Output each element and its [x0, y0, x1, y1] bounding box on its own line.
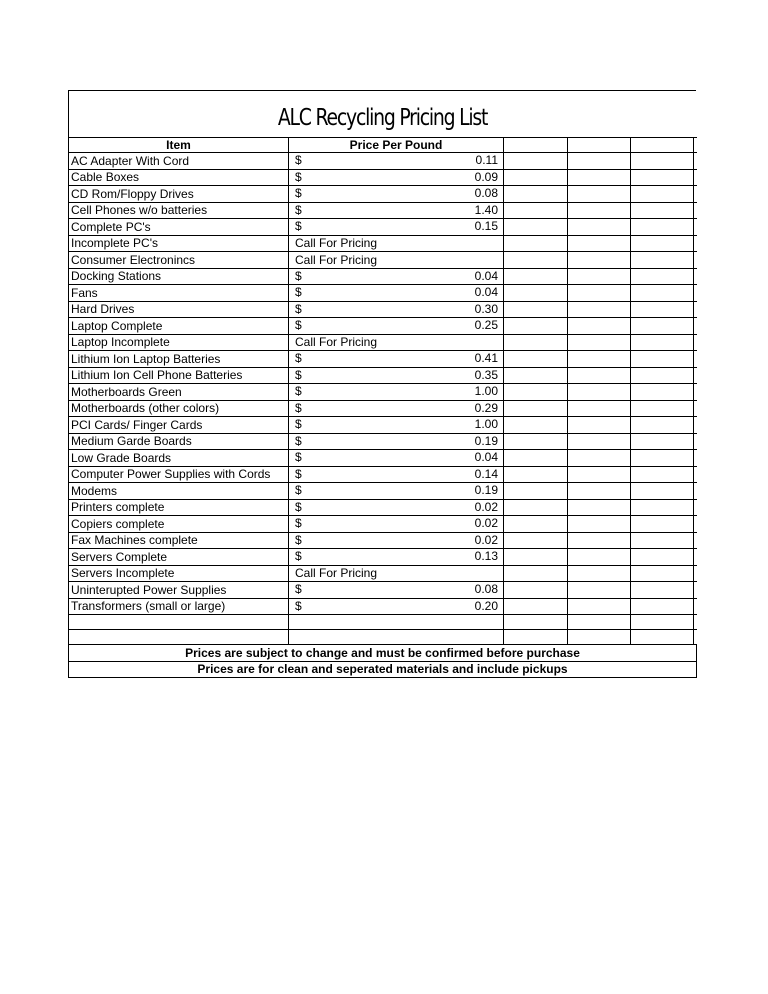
price-cell	[289, 153, 504, 170]
table-row	[69, 334, 697, 351]
item-cell: Medium Garde Boards	[69, 433, 289, 450]
empty-cell	[568, 384, 631, 401]
empty-cell	[568, 615, 631, 630]
pricing-sheet	[68, 90, 696, 678]
empty-cell	[504, 138, 568, 153]
table-row	[69, 549, 697, 566]
empty-cell	[568, 582, 631, 599]
empty-cell	[631, 499, 694, 516]
item-cell: Low Grade Boards	[69, 450, 289, 467]
empty-cell	[504, 285, 568, 302]
item-cell: Docking Stations	[69, 268, 289, 285]
currency-symbol: $	[295, 499, 302, 514]
price-cell	[289, 301, 504, 318]
price-value: 0.02	[474, 516, 498, 530]
empty-cell	[504, 417, 568, 434]
empty-cell	[504, 318, 568, 335]
empty-cell	[568, 516, 631, 533]
empty-cell	[694, 169, 697, 186]
price-value: 1.00	[474, 384, 498, 398]
empty-cell	[504, 169, 568, 186]
empty-cell	[568, 285, 631, 302]
empty-cell	[568, 433, 631, 450]
empty-cell	[504, 630, 568, 645]
item-cell: Transformers (small or large)	[69, 598, 289, 615]
item-cell: Complete PC's	[69, 219, 289, 236]
empty-cell	[631, 318, 694, 335]
price-value: 0.04	[474, 268, 498, 283]
empty-cell	[504, 598, 568, 615]
empty-cell	[694, 582, 697, 599]
empty-cell	[631, 334, 694, 351]
empty-cell	[568, 219, 631, 236]
empty-cell	[694, 367, 697, 384]
table-row	[69, 450, 697, 467]
table-row	[69, 351, 697, 368]
currency-symbol: $	[295, 598, 302, 613]
empty-cell	[631, 301, 694, 318]
column-header-item: Item	[69, 138, 289, 153]
price-value: 0.41	[474, 351, 498, 365]
table-row	[69, 169, 697, 186]
empty-cell	[631, 186, 694, 203]
empty-cell	[504, 450, 568, 467]
item-cell: Uninterupted Power Supplies	[69, 582, 289, 599]
title-block	[68, 90, 696, 137]
empty-cell	[504, 483, 568, 500]
price-cell	[289, 450, 504, 467]
price-cell	[289, 219, 504, 236]
currency-symbol: $	[295, 318, 302, 332]
table-row	[69, 202, 697, 219]
table-row	[69, 186, 697, 203]
empty-cell	[568, 532, 631, 549]
table-row	[69, 532, 697, 549]
empty-cell	[568, 630, 631, 645]
price-note-cell: Call For Pricing	[289, 334, 504, 351]
price-value: 0.14	[474, 466, 498, 481]
item-cell: Lithium Ion Laptop Batteries	[69, 351, 289, 368]
price-value: 0.30	[474, 301, 498, 316]
table-row	[69, 318, 697, 335]
empty-cell	[504, 367, 568, 384]
empty-cell	[694, 417, 697, 434]
price-cell	[289, 466, 504, 483]
table-row	[69, 252, 697, 269]
empty-cell	[631, 483, 694, 500]
empty-cell	[504, 565, 568, 582]
empty-cell	[631, 598, 694, 615]
table-row	[69, 582, 697, 599]
table-row	[69, 565, 697, 582]
currency-symbol: $	[295, 268, 302, 283]
table-row	[69, 384, 697, 401]
price-value: 0.08	[474, 186, 498, 200]
price-value: 0.13	[474, 549, 498, 563]
table-row	[69, 516, 697, 533]
column-header-price: Price Per Pound	[289, 138, 504, 153]
empty-cell	[631, 351, 694, 368]
empty-cell	[504, 186, 568, 203]
price-value: 0.08	[474, 582, 498, 596]
table-row	[69, 598, 697, 615]
price-note-cell: Call For Pricing	[289, 235, 504, 252]
price-value: 0.25	[474, 318, 498, 332]
empty-cell	[694, 219, 697, 236]
empty-cell	[568, 138, 631, 153]
table-row	[69, 499, 697, 516]
empty-cell	[504, 384, 568, 401]
empty-cell	[694, 483, 697, 500]
table-row	[69, 433, 697, 450]
currency-symbol: $	[295, 367, 302, 382]
price-value: 0.15	[474, 219, 498, 233]
empty-cell	[631, 285, 694, 302]
table-header-row	[69, 138, 697, 153]
price-value: 1.40	[474, 202, 498, 217]
empty-cell	[568, 598, 631, 615]
empty-cell	[568, 565, 631, 582]
empty-cell	[694, 384, 697, 401]
empty-cell	[694, 630, 697, 645]
empty-cell	[504, 351, 568, 368]
empty-cell	[631, 268, 694, 285]
empty-cell	[504, 334, 568, 351]
item-cell: Cell Phones w/o batteries	[69, 202, 289, 219]
empty-cell	[631, 138, 694, 153]
empty-cell	[504, 219, 568, 236]
empty-cell	[631, 202, 694, 219]
item-cell: Cable Boxes	[69, 169, 289, 186]
empty-cell	[694, 334, 697, 351]
price-cell	[289, 532, 504, 549]
empty-cell	[631, 384, 694, 401]
price-cell	[289, 516, 504, 533]
empty-cell	[694, 532, 697, 549]
item-cell: Laptop Complete	[69, 318, 289, 335]
currency-symbol: $	[295, 169, 302, 184]
price-value: 0.09	[474, 169, 498, 184]
price-cell	[289, 433, 504, 450]
price-cell	[289, 582, 504, 599]
item-cell: PCI Cards/ Finger Cards	[69, 417, 289, 434]
empty-cell	[631, 400, 694, 417]
currency-symbol: $	[295, 153, 302, 167]
price-cell	[289, 186, 504, 203]
currency-symbol: $	[295, 549, 302, 563]
empty-cell	[694, 615, 697, 630]
blank-row	[69, 630, 697, 645]
empty-cell	[694, 598, 697, 615]
empty-cell	[504, 202, 568, 219]
price-value: 0.04	[474, 450, 498, 464]
empty-cell	[504, 268, 568, 285]
empty-cell	[568, 549, 631, 566]
empty-cell	[568, 235, 631, 252]
empty-cell	[504, 615, 568, 630]
table-row	[69, 235, 697, 252]
price-value: 0.19	[474, 433, 498, 448]
table-row	[69, 219, 697, 236]
empty-cell	[568, 252, 631, 269]
price-note-cell: Call For Pricing	[289, 252, 504, 269]
currency-symbol: $	[295, 202, 302, 217]
price-cell	[289, 384, 504, 401]
empty-cell	[69, 630, 289, 645]
price-cell	[289, 202, 504, 219]
item-cell: Copiers complete	[69, 516, 289, 533]
empty-cell	[568, 301, 631, 318]
empty-cell	[694, 268, 697, 285]
empty-cell	[694, 202, 697, 219]
empty-cell	[568, 417, 631, 434]
price-cell	[289, 549, 504, 566]
footer-note-row	[69, 661, 697, 678]
empty-cell	[694, 400, 697, 417]
table-row	[69, 466, 697, 483]
empty-cell	[631, 565, 694, 582]
empty-cell	[504, 400, 568, 417]
item-cell: Laptop Incomplete	[69, 334, 289, 351]
empty-cell	[568, 400, 631, 417]
item-cell: AC Adapter With Cord	[69, 153, 289, 170]
item-cell: Incomplete PC's	[69, 235, 289, 252]
empty-cell	[504, 532, 568, 549]
currency-symbol: $	[295, 466, 302, 481]
footer-note: Prices are subject to change and must be confirmed before purchase	[69, 645, 697, 662]
footer-note: Prices are for clean and seperated materials and include pickups	[69, 661, 697, 678]
empty-cell	[568, 499, 631, 516]
price-value: 0.02	[474, 499, 498, 514]
empty-cell	[568, 186, 631, 203]
empty-cell	[568, 268, 631, 285]
empty-cell	[694, 138, 697, 153]
empty-cell	[694, 565, 697, 582]
price-cell	[289, 169, 504, 186]
price-value: 1.00	[474, 417, 498, 431]
page-title: ALC Recycling Pricing List	[277, 105, 488, 131]
empty-cell	[631, 630, 694, 645]
currency-symbol: $	[295, 285, 302, 299]
item-cell: Consumer Electronincs	[69, 252, 289, 269]
currency-symbol: $	[295, 384, 302, 398]
item-cell: Modems	[69, 483, 289, 500]
empty-cell	[694, 466, 697, 483]
currency-symbol: $	[295, 450, 302, 464]
currency-symbol: $	[295, 417, 302, 431]
price-value: 0.04	[474, 285, 498, 299]
empty-cell	[694, 235, 697, 252]
empty-cell	[631, 466, 694, 483]
table-row	[69, 417, 697, 434]
empty-cell	[504, 235, 568, 252]
item-cell: Computer Power Supplies with Cords	[69, 466, 289, 483]
pricing-table	[68, 137, 697, 678]
currency-symbol: $	[295, 516, 302, 530]
empty-cell	[504, 301, 568, 318]
empty-cell	[568, 466, 631, 483]
empty-cell	[694, 153, 697, 170]
empty-cell	[568, 334, 631, 351]
price-cell	[289, 400, 504, 417]
empty-cell	[694, 549, 697, 566]
price-value: 0.11	[475, 153, 498, 167]
empty-cell	[694, 318, 697, 335]
price-value: 0.29	[474, 400, 498, 415]
table-row	[69, 268, 697, 285]
item-cell: Fax Machines complete	[69, 532, 289, 549]
empty-cell	[504, 466, 568, 483]
currency-symbol: $	[295, 351, 302, 365]
empty-cell	[694, 186, 697, 203]
empty-cell	[694, 252, 697, 269]
currency-symbol: $	[295, 186, 302, 200]
item-cell: Servers Incomplete	[69, 565, 289, 582]
table-row	[69, 153, 697, 170]
currency-symbol: $	[295, 433, 302, 448]
price-cell	[289, 318, 504, 335]
table-row	[69, 285, 697, 302]
currency-symbol: $	[295, 582, 302, 596]
price-value: 0.02	[474, 532, 498, 547]
price-cell	[289, 268, 504, 285]
empty-cell	[694, 351, 697, 368]
empty-cell	[504, 516, 568, 533]
empty-cell	[568, 169, 631, 186]
currency-symbol: $	[295, 483, 302, 497]
empty-cell	[504, 252, 568, 269]
empty-cell	[631, 153, 694, 170]
empty-cell	[568, 483, 631, 500]
empty-cell	[631, 532, 694, 549]
currency-symbol: $	[295, 400, 302, 415]
blank-row	[69, 615, 697, 630]
empty-cell	[694, 450, 697, 467]
currency-symbol: $	[295, 219, 302, 233]
empty-cell	[568, 318, 631, 335]
pricing-table-body	[69, 138, 697, 678]
empty-cell	[504, 499, 568, 516]
empty-cell	[694, 433, 697, 450]
price-cell	[289, 483, 504, 500]
item-cell: Motherboards (other colors)	[69, 400, 289, 417]
empty-cell	[631, 582, 694, 599]
empty-cell	[631, 219, 694, 236]
item-cell: Lithium Ion Cell Phone Batteries	[69, 367, 289, 384]
table-row	[69, 301, 697, 318]
currency-symbol: $	[295, 301, 302, 316]
empty-cell	[289, 630, 504, 645]
empty-cell	[631, 615, 694, 630]
empty-cell	[568, 202, 631, 219]
price-cell	[289, 598, 504, 615]
item-cell: Servers Complete	[69, 549, 289, 566]
table-row	[69, 483, 697, 500]
price-value: 0.20	[474, 598, 498, 613]
price-cell	[289, 499, 504, 516]
empty-cell	[631, 549, 694, 566]
empty-cell	[694, 499, 697, 516]
empty-cell	[504, 433, 568, 450]
item-cell: Hard Drives	[69, 301, 289, 318]
empty-cell	[568, 367, 631, 384]
table-row	[69, 400, 697, 417]
empty-cell	[631, 252, 694, 269]
empty-cell	[568, 153, 631, 170]
empty-cell	[694, 285, 697, 302]
item-cell: Fans	[69, 285, 289, 302]
item-cell: Printers complete	[69, 499, 289, 516]
empty-cell	[289, 615, 504, 630]
footer-note-row	[69, 645, 697, 662]
empty-cell	[631, 417, 694, 434]
price-cell	[289, 417, 504, 434]
empty-cell	[504, 582, 568, 599]
empty-cell	[631, 169, 694, 186]
empty-cell	[694, 516, 697, 533]
price-cell	[289, 351, 504, 368]
currency-symbol: $	[295, 532, 302, 547]
price-cell	[289, 367, 504, 384]
empty-cell	[631, 516, 694, 533]
empty-cell	[631, 433, 694, 450]
item-cell: CD Rom/Floppy Drives	[69, 186, 289, 203]
price-value: 0.19	[474, 483, 498, 497]
price-cell	[289, 285, 504, 302]
empty-cell	[504, 153, 568, 170]
empty-cell	[568, 450, 631, 467]
price-value: 0.35	[474, 367, 498, 382]
empty-cell	[568, 351, 631, 368]
price-note-cell: Call For Pricing	[289, 565, 504, 582]
empty-cell	[69, 615, 289, 630]
item-cell: Motherboards Green	[69, 384, 289, 401]
empty-cell	[504, 549, 568, 566]
empty-cell	[694, 301, 697, 318]
empty-cell	[631, 367, 694, 384]
empty-cell	[631, 235, 694, 252]
empty-cell	[631, 450, 694, 467]
table-row	[69, 367, 697, 384]
